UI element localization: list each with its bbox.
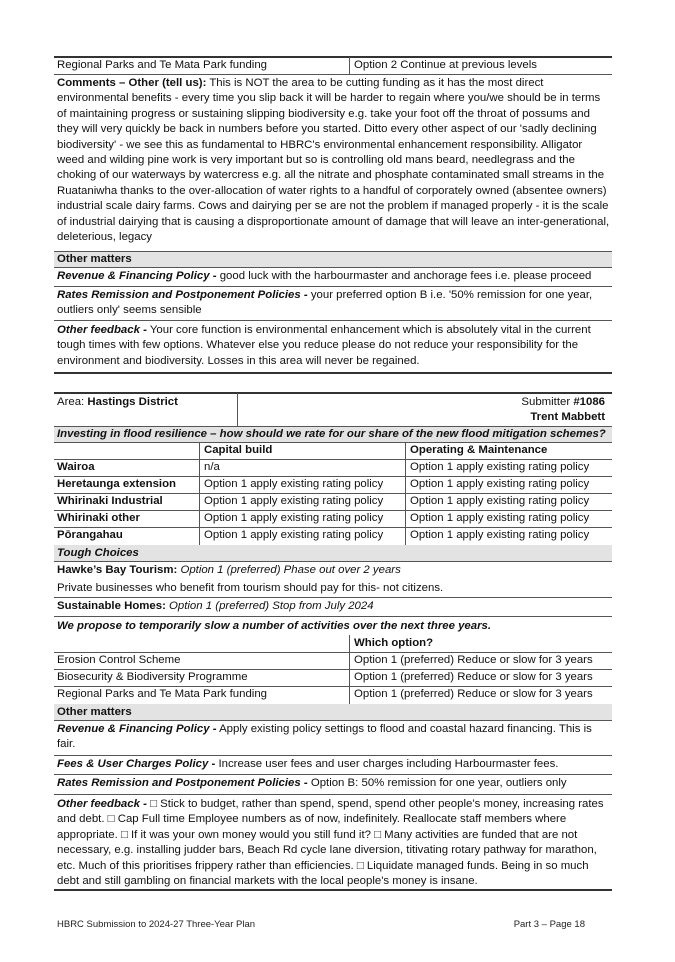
feedback-text: Your core function is environmental enhancement which is absolutely vital in the current tough times with few options. Whatever else you reduce please do not reduce your responsibility for the environment and biodiversity. Losses in this area will never be regained.	[57, 324, 591, 367]
divider	[54, 561, 612, 562]
row-label: Regional Parks and Te Mata Park funding	[57, 59, 268, 71]
slow-row-name: Biosecurity & Biodiversity Programme	[57, 671, 248, 683]
flood-row-operating: Option 1 apply existing rating policy	[410, 512, 590, 524]
submission-bottom-border	[54, 889, 612, 891]
row-value: Option 2 Continue at previous levels	[354, 59, 537, 71]
divider	[54, 720, 612, 721]
flood-row-operating: Option 1 apply existing rating policy	[410, 529, 590, 541]
revenue-block	[57, 269, 610, 284]
slow-row-name: Regional Parks and Te Mata Park funding	[57, 688, 268, 700]
tourism-value: Option 1 (preferred) Phase out over 2 years	[180, 564, 401, 576]
flood-row-name: Heretaunga extension	[57, 478, 177, 490]
flood-row-operating: Option 1 apply existing rating policy	[410, 478, 590, 490]
column-divider	[349, 635, 350, 705]
divider	[54, 794, 612, 795]
revenue-block	[57, 722, 610, 753]
other-matters-heading: Other matters	[57, 253, 132, 265]
homes-value: Option 1 (preferred) Stop from July 2024	[169, 600, 374, 612]
capital-header: Capital build	[204, 444, 273, 456]
divider	[54, 616, 612, 617]
tourism-label: Hawke’s Bay Tourism:	[57, 564, 178, 576]
flood-question: Investing in flood resilience – how should we rate for our share of the new flood mitigation schemes?	[57, 428, 606, 440]
slow-row-value: Option 1 (preferred) Reduce or slow for 3 years	[354, 671, 593, 683]
column-divider	[349, 57, 350, 74]
feedback-block	[57, 797, 610, 889]
tourism-comment: Private businesses who benefit from tourism should pay for this- not citizens.	[57, 582, 444, 594]
area-field	[57, 395, 178, 410]
feedback-text: □ Stick to budget, rather than spend, spend, spend other people’s money, increasing rates and debt. □ Cap Full time Employee numbers as of now, indefinitely. Reallocate staff members where appropriate. □ If it was your own money would you still fund it? □ Many activities are funded that are not necessary, e.g. installing judder bars, Beach Rd cycle lane diversion, titivating rotary pathway for marathon, etc. Much of this prioritises frippery rather than efficiencies. □ Liquidate managed funds. Being in so much debt and still gambling on financial markets with the local people's money is insane.	[57, 798, 604, 888]
rates-block	[57, 776, 610, 791]
which-option-header: Which option?	[354, 637, 434, 649]
divider	[54, 755, 612, 756]
comments-text: This is NOT the area to be cutting funding as it has the most direct environmental benefits - every time you slip back it will be harder to regain where you/we should be in terms of maintaining progress or sustaining slipping biodiversity e.g. take your foot off the throat of possums and they will very quickly be back in numbers before you started. Ditto every other aspect of our 'sadly declining biodiversity' - we see this as fundamental to HBRC's environmental enhancement responsibility. Alligator weed and wilding pine work is very important but so is controlling old mans beard, needlegrass and the choking of our waterways by watercress e.g. all the nitrate and phosphate contaminated small streams in the Ruataniwha thanks to the over-allocation of water rights to a handful of corporately owned (absentee owners) industrial scale dairy farms. Cows and dairying per se are not the problem if managed properly - it is the scale of industrial dairying that is causing a disproportionate amount of damage that will leave an inter-generational, deleterious, legacy	[57, 77, 610, 244]
rates-label: Rates Remission and Postponement Policies -	[57, 289, 308, 301]
slow-row-value: Option 1 (preferred) Reduce or slow for 3 years	[354, 654, 593, 666]
feedback-block	[57, 323, 610, 369]
column-divider	[237, 393, 238, 426]
fees-block	[57, 757, 610, 772]
revenue-text: good luck with the harbourmaster and anchorage fees i.e. please proceed	[219, 270, 592, 282]
homes-row	[57, 599, 374, 614]
flood-row-capital: Option 1 apply existing rating policy	[204, 478, 384, 490]
table-bottom-border	[54, 372, 612, 374]
area-value: Hastings District	[87, 396, 178, 408]
operating-header: Operating & Maintenance	[410, 444, 548, 456]
divider	[54, 597, 612, 598]
revenue-text: Apply existing policy settings to flood and coastal hazard financing. This is fair.	[57, 723, 592, 751]
feedback-label: Other feedback -	[57, 798, 147, 810]
flood-row-name: Pōrangahau	[57, 529, 123, 541]
rates-text: Option B: 50% remission for one year, outliers only	[310, 777, 567, 789]
comments-block	[57, 76, 610, 245]
submitter-field	[521, 395, 605, 410]
homes-label: Sustainable Homes:	[57, 600, 166, 612]
flood-row-name: Whirinaki Industrial	[57, 495, 163, 507]
flood-row-name: Wairoa	[57, 461, 95, 473]
submitter-name: Trent Mabbett	[530, 411, 605, 423]
fees-label: Fees & User Charges Policy -	[57, 758, 216, 770]
flood-row-capital: Option 1 apply existing rating policy	[204, 495, 384, 507]
submitter-number: #1086	[573, 396, 605, 408]
slow-row-value: Option 1 (preferred) Reduce or slow for 3 years	[354, 688, 593, 700]
divider	[54, 320, 612, 321]
divider	[54, 774, 612, 775]
feedback-label: Other feedback -	[57, 324, 147, 336]
flood-row-operating: Option 1 apply existing rating policy	[410, 495, 590, 507]
flood-row-capital: Option 1 apply existing rating policy	[204, 529, 384, 541]
flood-row-capital: n/a	[204, 461, 220, 473]
fees-text: Increase user fees and user charges including Harbourmaster fees.	[218, 758, 559, 770]
rates-block	[57, 288, 610, 319]
divider	[54, 267, 612, 268]
area-label: Area:	[57, 396, 85, 408]
rates-text: your preferred option B i.e. '50% remission for one year, outliers only' seems sensible	[57, 289, 593, 317]
tourism-row	[57, 563, 401, 578]
footer-left: HBRC Submission to 2024-27 Three-Year Plan	[57, 919, 256, 930]
section-bar	[54, 704, 612, 720]
other-matters-heading: Other matters	[57, 706, 132, 718]
footer-page-number: Part 3 – Page 18	[513, 919, 585, 930]
divider	[54, 251, 612, 252]
submission-top-border	[54, 392, 612, 394]
tough-choices-heading: Tough Choices	[57, 547, 139, 559]
slow-question: We propose to temporarily slow a number of activities over the next three years.	[57, 620, 492, 632]
flood-row-capital: Option 1 apply existing rating policy	[204, 512, 384, 524]
slow-row-name: Erosion Control Scheme	[57, 654, 181, 666]
revenue-label: Revenue & Financing Policy -	[57, 723, 217, 735]
submitter-label: Submitter	[521, 396, 571, 408]
divider	[54, 286, 612, 287]
revenue-label: Revenue & Financing Policy -	[57, 270, 217, 282]
flood-row-name: Whirinaki other	[57, 512, 140, 524]
flood-row-operating: Option 1 apply existing rating policy	[410, 461, 590, 473]
section-bar	[54, 251, 612, 267]
comments-label: Comments – Other (tell us):	[57, 77, 207, 89]
rates-label: Rates Remission and Postponement Policies -	[57, 777, 308, 789]
divider	[54, 74, 612, 75]
